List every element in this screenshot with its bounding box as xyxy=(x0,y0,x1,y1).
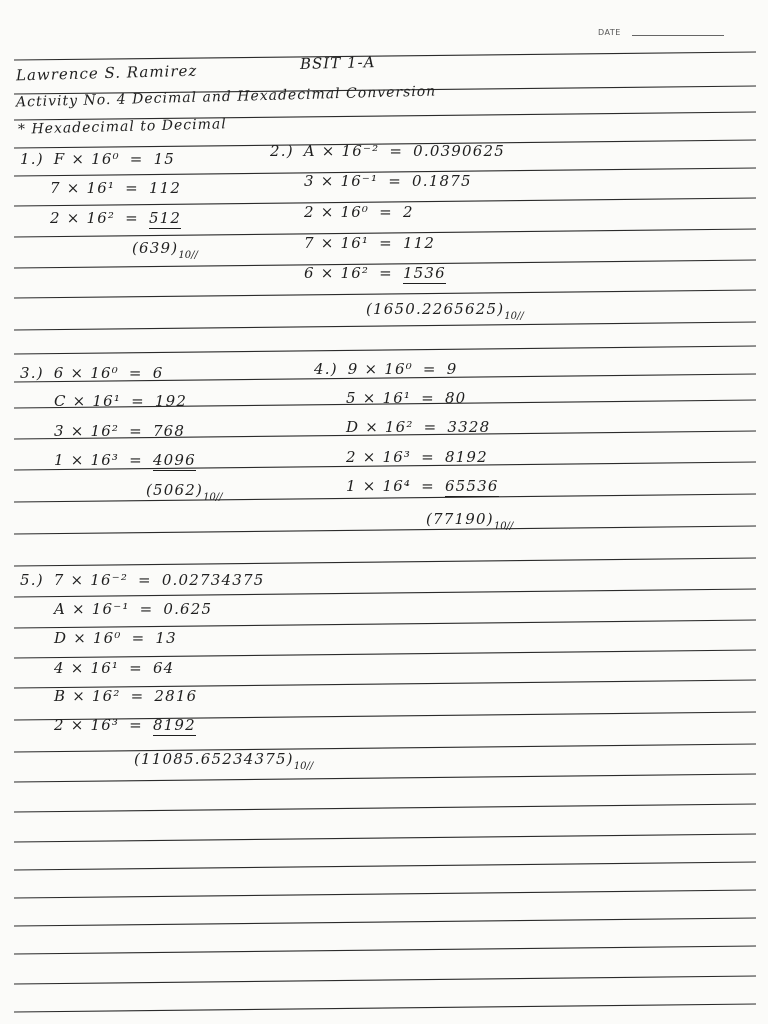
p2-line-4: 7 × 16¹ = 112 xyxy=(304,234,436,252)
p5-line-4: 4 × 16¹ = 64 xyxy=(54,659,175,677)
p4-line-3: D × 16² = 3328 xyxy=(346,418,491,436)
student-name: Lawrence S. Ramirez xyxy=(15,61,198,85)
date-label: DATE xyxy=(598,28,621,37)
ruled-line xyxy=(14,526,756,534)
p5-line-5: B × 16² = 2816 xyxy=(54,687,198,705)
ruled-line xyxy=(14,918,756,926)
ruled-line xyxy=(14,1004,756,1012)
p3-line-1: 3.) 6 × 16⁰ = 6 xyxy=(20,364,164,382)
p5-line-2: A × 16⁻¹ = 0.625 xyxy=(54,600,213,618)
ruled-line xyxy=(14,558,756,566)
ruled-line xyxy=(14,804,756,812)
p2-line-1: 2.) A × 16⁻² = 0.0390625 xyxy=(270,142,506,160)
ruled-line xyxy=(14,680,756,688)
p4-line-4: 2 × 16³ = 8192 xyxy=(346,448,488,466)
p1-line-2: 7 × 16¹ = 112 xyxy=(50,179,182,197)
ruled-line xyxy=(14,322,756,330)
p4-result: $(77190)_{10//}$ xyxy=(426,510,514,532)
date-line xyxy=(632,35,724,36)
ruled-line xyxy=(14,650,756,658)
p3-line-3: 3 × 16² = 768 xyxy=(54,422,186,440)
p4-line-5: 1 × 16⁴ = 65536 xyxy=(346,477,499,495)
activity-title: Activity No. 4 Decimal and Hexadecimal Conversion xyxy=(15,83,437,111)
p1-result: $(639)_{10//}$ xyxy=(132,239,198,261)
ruled-line xyxy=(14,744,756,752)
student-section: BSIT 1-A xyxy=(299,53,376,73)
p4-line-2: 5 × 16¹ = 80 xyxy=(346,389,467,407)
ruled-line xyxy=(14,620,756,628)
p5-line-3: D × 16⁰ = 13 xyxy=(54,629,177,647)
ruled-line xyxy=(14,946,756,954)
ruled-line xyxy=(14,976,756,984)
ruled-line xyxy=(14,290,756,298)
p4-line-1: 4.) 9 × 16⁰ = 9 xyxy=(314,360,458,378)
p3-line-4: 1 × 16³ = 4096 xyxy=(54,451,196,469)
p5-line-6: 2 × 16³ = 8192 xyxy=(54,716,196,734)
ruled-line xyxy=(14,774,756,782)
ruled-line xyxy=(14,890,756,898)
p3-line-2: C × 16¹ = 192 xyxy=(54,392,188,410)
ruled-line xyxy=(14,494,756,502)
ruled-line xyxy=(14,589,756,597)
p2-line-3: 2 × 16⁰ = 2 xyxy=(304,203,414,221)
p3-result: $(5062)_{10//}$ xyxy=(146,481,223,503)
p5-line-1: 5.) 7 × 16⁻² = 0.02734375 xyxy=(20,571,265,589)
p2-result: $(1650.2265625)_{10//}$ xyxy=(366,300,524,322)
section-subtitle: * Hexadecimal to Decimal xyxy=(17,116,227,138)
ruled-line xyxy=(14,834,756,842)
p1-line-1: 1.) F × 16⁰ = 15 xyxy=(20,150,176,168)
p5-result: $(11085.65234375)_{10//}$ xyxy=(134,750,314,772)
ruled-line xyxy=(14,862,756,870)
ruled-line xyxy=(14,52,756,60)
p2-line-5: 6 × 16² = 1536 xyxy=(304,264,446,282)
ruled-line xyxy=(14,346,756,354)
p2-line-2: 3 × 16⁻¹ = 0.1875 xyxy=(304,172,472,190)
p1-line-3: 2 × 16² = 512 xyxy=(50,209,182,227)
